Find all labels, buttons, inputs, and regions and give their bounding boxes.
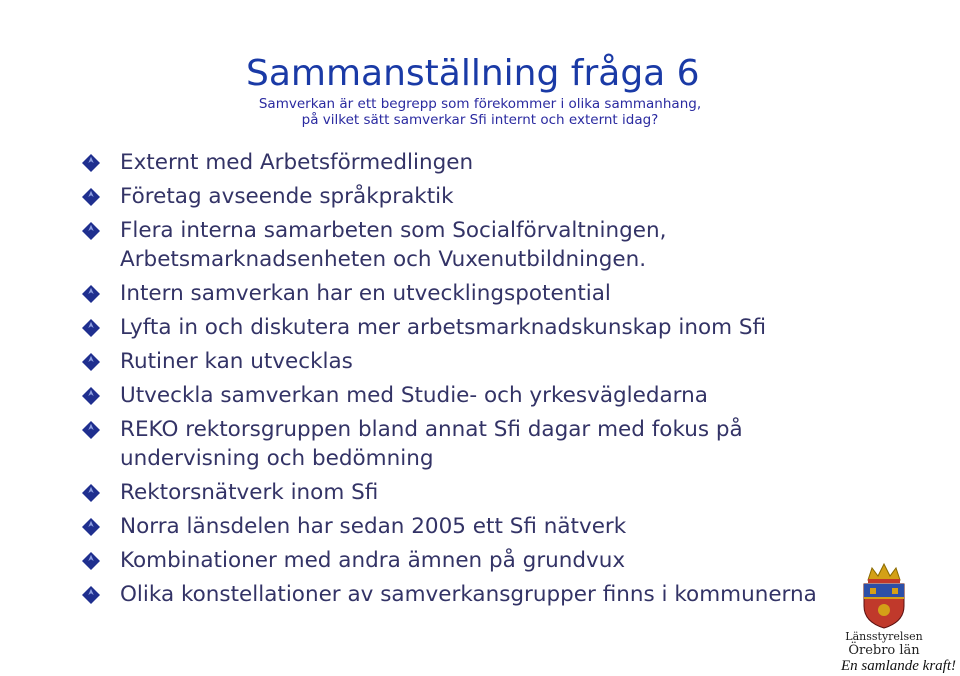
- bullet-marker-icon: [82, 222, 100, 240]
- bullet-text: Olika konstellationer av samverkansgrupper finns i kommunerna: [120, 582, 817, 607]
- bullet-marker-icon: [82, 552, 100, 570]
- bullet-marker-icon: [82, 188, 100, 206]
- bullet-item: [78, 546, 878, 575]
- bullet-item: [78, 381, 878, 410]
- bullet-item: [78, 478, 878, 507]
- bullet-item: [78, 279, 878, 308]
- logo-tagline: En samlande kraft!: [841, 658, 956, 674]
- bullet-item: [78, 580, 878, 609]
- bullet-item: [78, 182, 878, 211]
- bullet-text: REKO rektorsgruppen bland annat Sfi dagar med fokus på undervisning och bedömning: [120, 417, 743, 471]
- slide-title: Sammanställning fråga 6: [246, 53, 700, 94]
- bullet-text: Rektorsnätverk inom Sfi: [120, 480, 379, 505]
- bullet-text: Lyfta in och diskutera mer arbetsmarknadskunskap inom Sfi: [120, 315, 767, 340]
- coat-of-arms-icon: [858, 562, 910, 630]
- bullet-text: Utveckla samverkan med Studie- och yrkesvägledarna: [120, 383, 708, 408]
- bullet-marker-icon: [82, 387, 100, 405]
- bullet-marker-icon: [82, 154, 100, 172]
- bullet-marker-icon: [82, 353, 100, 371]
- bullet-text: Kombinationer med andra ämnen på grundvux: [120, 548, 626, 573]
- bullet-marker-icon: [82, 586, 100, 604]
- bullet-marker-icon: [82, 484, 100, 502]
- bullet-item: [78, 347, 878, 376]
- bullet-item: [78, 148, 878, 177]
- subtitle-line-2: på vilket sätt samverkar Sfi internt och externt idag?: [301, 112, 659, 128]
- bullet-item: [78, 415, 878, 473]
- bullet-text: Intern samverkan har en utvecklingspotential: [120, 281, 611, 306]
- bullet-marker-icon: [82, 285, 100, 303]
- bullet-marker-icon: [82, 421, 100, 439]
- bullet-text: Externt med Arbetsförmedlingen: [120, 150, 474, 175]
- bullet-marker-icon: [82, 319, 100, 337]
- bullet-text: Norra länsdelen har sedan 2005 ett Sfi nätverk: [120, 514, 627, 539]
- slide-subtitle: [245, 96, 715, 128]
- bullet-item: [78, 313, 878, 342]
- lansstyrelsen-logo: [812, 562, 960, 676]
- bullet-marker-icon: [82, 518, 100, 536]
- subtitle-line-1: Samverkan är ett begrepp som förekommer i olika sammanhang,: [258, 96, 702, 112]
- bullet-item: [78, 216, 878, 274]
- bullet-text: Flera interna samarbeten som Socialförvaltningen, Arbetsmarknadsenheten och Vuxenutbildningen.: [120, 218, 667, 272]
- logo-name-line-2: Örebro län: [848, 643, 920, 658]
- bullet-text: Rutiner kan utvecklas: [120, 349, 353, 374]
- bullet-item: [78, 512, 878, 541]
- logo-name-line-1: Länsstyrelsen: [845, 630, 923, 643]
- bullet-text: Företag avseende språkpraktik: [120, 184, 454, 209]
- bullet-list: [78, 148, 878, 614]
